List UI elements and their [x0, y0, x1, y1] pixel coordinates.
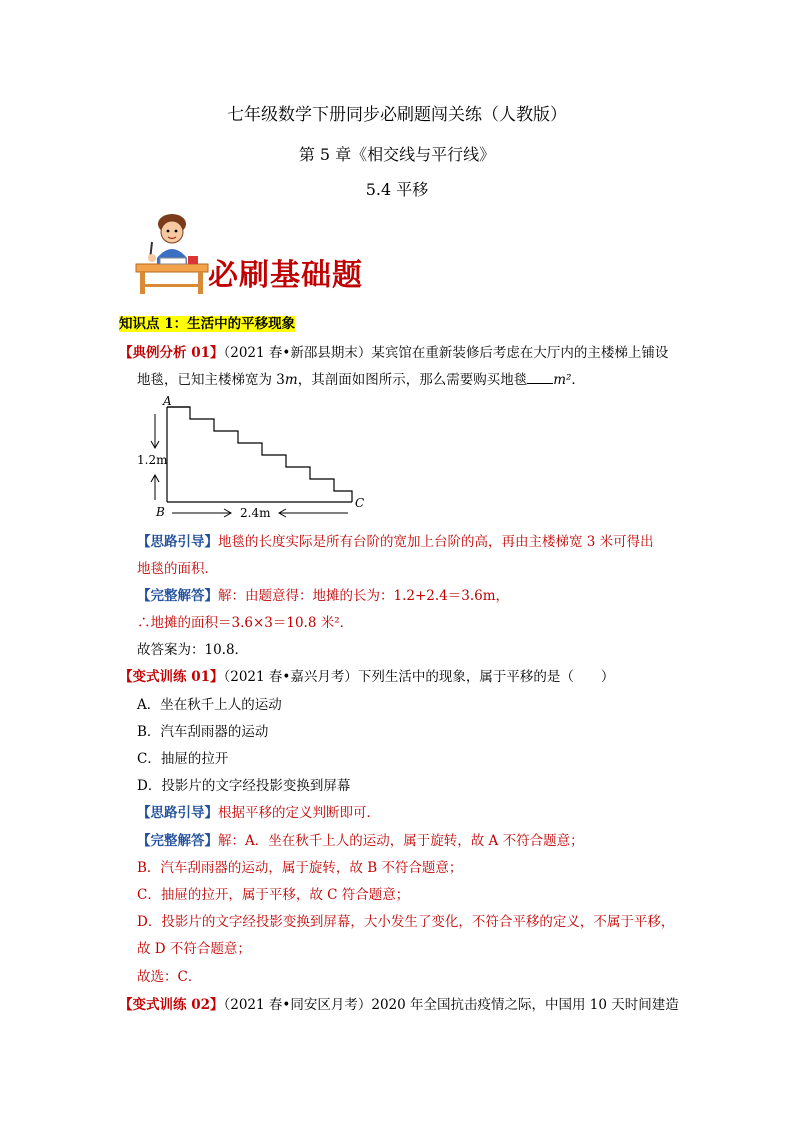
example-question-line-1	[119, 344, 668, 362]
example-answer-line-1	[137, 587, 509, 605]
variant1-answer-line-5: 故 D 不符合题意；	[137, 941, 251, 957]
variant1-answer-text-1: 解：A．坐在秋千上人的运动，属于旋转，故 A 不符合题意；	[218, 833, 584, 849]
label-b: B	[156, 505, 165, 519]
variant1-conclusion: 故选：C．	[137, 969, 202, 985]
example-hint-line-2: 地毯的面积．	[137, 561, 218, 577]
example-hint-text-1: 地毯的长度实际是所有台阶的宽加上台阶的高，再由主楼梯宽 3 米可得出	[218, 534, 654, 550]
example-question-line-2	[137, 371, 585, 389]
hand-shape	[148, 254, 156, 262]
height-label: 1.2m	[137, 453, 168, 467]
variant1-answer-line-1	[137, 832, 584, 850]
variant1-option-a: A．坐在秋千上人的运动	[137, 697, 282, 713]
desk-top	[136, 264, 208, 272]
variant1-answer-line-4: D．投影片的文字经投影变换到屏幕，大小发生了变化，不符合平移的定义，不属于平移，	[137, 914, 675, 930]
stair-profile	[167, 407, 352, 502]
label-c: C	[355, 496, 365, 510]
example-question-text-1: 某宾馆在重新装修后考虑在大厅内的主楼梯上铺设	[371, 345, 669, 361]
example-answer-line-2: ∴地摊的面积＝3.6×3＝10.8 米²．	[137, 615, 354, 631]
desk-leg-right	[198, 272, 203, 294]
example-tag: 【典例分析 01】	[119, 345, 224, 361]
variant1-hint-text: 根据平移的定义判断即可．	[218, 805, 380, 821]
width-label: 2.4m	[240, 506, 271, 520]
desk-bar	[140, 284, 203, 287]
variant2-question-text: （2021 春•同安区月考）2020 年全国抗击疫情之际，中国用 10 天时间建造	[223, 997, 679, 1013]
document-title: 七年级数学下册同步必刷题闯关练（人教版）	[227, 105, 567, 125]
variant1-option-c: C．抽屉的拉开	[137, 751, 229, 767]
variant1-hint	[137, 804, 380, 822]
desk-leg-left	[140, 272, 145, 294]
variant1-hint-tag: 【思路引导】	[137, 805, 218, 821]
unit-m2: m²	[553, 372, 572, 388]
example-hint-tag: 【思路引导】	[137, 534, 218, 550]
example-source: （2021 春•新邵县期末）	[223, 345, 372, 361]
variant2-question	[119, 996, 679, 1014]
example-question-text-2b: ，其剖面如图所示，那么需要购买地毯	[297, 372, 528, 388]
variant1-question	[119, 668, 614, 686]
variant1-option-d: D．投影片的文字经投影变换到屏幕	[137, 778, 351, 794]
example-hint-line-1	[137, 533, 654, 551]
variant1-question-text: 下列生活中的现象，属于平移的是（ ）	[357, 669, 615, 685]
face-shape	[161, 221, 183, 243]
answer-blank	[527, 371, 553, 384]
variant1-answer-tag: 【完整解答】	[137, 833, 218, 849]
example-answer-tag: 【完整解答】	[137, 588, 218, 604]
example-question-end: ．	[571, 372, 585, 388]
chapter-title: 第 5 章《相交线与平行线》	[298, 145, 496, 164]
variant1-source: （2021 春•嘉兴月考）	[223, 669, 358, 685]
variant1-answer-line-3: C．抽屉的拉开，属于平移，故 C 符合题意；	[137, 887, 410, 903]
knowledge-point-label: 知识点 1：生活中的平移现象	[119, 316, 296, 332]
example-answer-text-1: 解：由题意得：地摊的长为：1.2+2.4＝3.6m，	[218, 588, 510, 604]
eye-right	[175, 230, 178, 233]
banner-title: 必刷基础题	[208, 258, 363, 293]
variant1-option-b: B．汽车刮雨器的运动	[137, 724, 269, 740]
unit-m: m	[284, 372, 298, 388]
variant2-tag: 【变式训练 02】	[119, 997, 224, 1013]
paper	[160, 258, 186, 264]
label-a: A	[163, 394, 172, 408]
cup	[188, 256, 198, 264]
variant1-answer-line-2: B．汽车刮雨器的运动，属于旋转，故 B 不符合题意；	[137, 860, 463, 876]
student-at-desk-illustration	[130, 208, 210, 298]
eye-left	[167, 230, 170, 233]
example-answer-line-3: 故答案为：10.8．	[137, 642, 249, 658]
knowledge-point-heading	[119, 315, 295, 333]
variant1-tag: 【变式训练 01】	[119, 669, 224, 685]
section-title: 5.4 平移	[365, 180, 429, 199]
staircase-figure	[130, 392, 380, 524]
example-question-text-2a: 地毯，已知主楼梯宽为 3	[137, 372, 285, 388]
